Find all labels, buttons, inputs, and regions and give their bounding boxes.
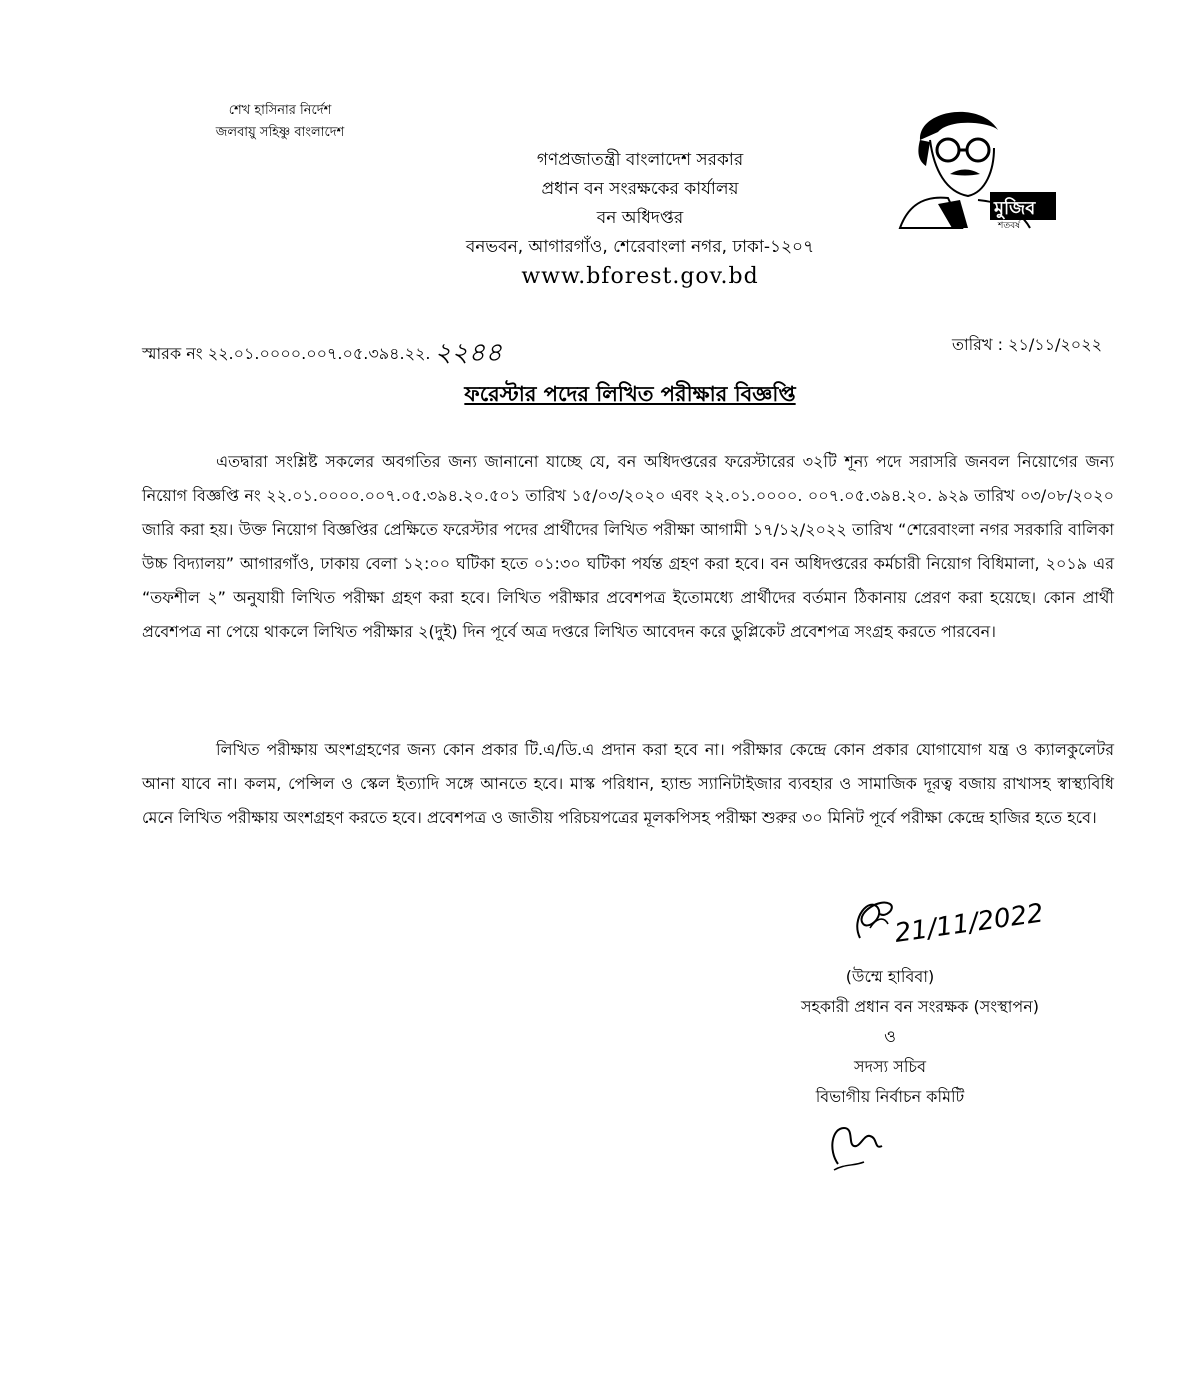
signature-date: 21/11/2022 [892, 898, 1046, 949]
body-paragraph-1: এতদ্বারা সংশ্লিষ্ট সকলের অবগতির জন্য জানানো যাচ্ছে যে, বন অধিদপ্তরের ফরেস্টারের ৩২টি শূন্য পদে সরাসরি জনবল নিয়োগের জন্য নিয়োগ বিজ্ঞপ্তি নং ২২.০১.০০০০.০০৭.০৫.৩৯৪.২০.৫০১ তারিখ ১৫/০৩/২০২০ এবং ২২.০১.০০০০. ০০৭.০৫.৩৯৪.২০. ৯২৯ তারিখ ০৩/০৮/২০২০ জারি করা হয়। উক্ত নিয়োগ বিজ্ঞপ্তির প্রেক্ষিতে ফরেস্টার পদের প্রার্থীদের লিখিত পরীক্ষা আগামী ১৭/১২/২০২২ তারিখ “শেরেবাংলা নগর সরকারি বালিকা উচ্চ বিদ্যালয়” আগারগাঁও, ঢাকায় বেলা ১২:০০ ঘটিকা হতে ০১:৩০ ঘটিকা পর্যন্ত গ্রহণ করা হবে। বন অধিদপ্তরের কর্মচারী নিয়োগ বিধিমালা, ২০১৯ এর “তফশীল ২” অনুযায়ী লিখিত পরীক্ষা গ্রহণ করা হবে। লিখিত পরীক্ষার প্রবেশপত্র ইতোমধ্যে প্রার্থীদের বর্তমান ঠিকানায় প্রেরণ করা হয়েছে। কোন প্রার্থী প্রবেশপত্র না পেয়ে থাকলে লিখিত পরীক্ষার ২(দুই) দিন পূর্বে অত্র দপ্তরে লিখিত আবেদন করে ডুপ্লিকেট প্রবেশপত্র সংগ্রহ করতে পারবেন। [142, 452, 1114, 641]
signatory-committee: বিভাগীয় নির্বাচন কমিটি [815, 1087, 965, 1106]
second-signature [824, 1114, 894, 1174]
slogan-line-1: শেখ হাসিনার নির্দেশ [228, 103, 332, 118]
logo-subtext: শতবর্ষ [998, 221, 1021, 230]
signatory-designation: সহকারী প্রধান বন সংরক্ষক (সংস্থাপন) [800, 997, 1040, 1016]
second-signature-scribble [824, 1114, 894, 1174]
memo-number-text: স্মারক নং ২২.০১.০০০০.০০৭.০৫.৩৯৪.২২. [142, 344, 431, 363]
signatory-conjunction: ও [884, 1027, 896, 1046]
slogan-line-2: জলবায়ু সহিষ্ণু বাংলাদেশ [215, 125, 345, 140]
website-link[interactable]: www.bforest.gov.bd [521, 264, 759, 289]
logo-text: মুজিব [994, 198, 1036, 219]
office-name: প্রধান বন সংরক্ষকের কার্যালয় [541, 179, 739, 199]
memo-number [142, 330, 502, 374]
signatory-name: (উম্মে হাবিবা) [845, 967, 935, 986]
memo-handwritten-number: ২২৪৪ [434, 338, 503, 368]
memo-date: তারিখ : ২১/১১/২০২২ [951, 335, 1102, 354]
slogan [160, 100, 400, 144]
signature-scribble [840, 888, 1070, 958]
office-address: বনভবন, আগারগাঁও, শেরেবাংলা নগর, ঢাকা-১২০৭ [465, 237, 815, 257]
signatory-role: সদস্য সচিব [854, 1057, 926, 1076]
office-header [340, 146, 940, 291]
department-name: বন অধিদপ্তর [596, 208, 684, 228]
notice-title: ফরেস্টার পদের লিখিত পরীক্ষার বিজ্ঞপ্তি [464, 382, 796, 406]
signature [840, 888, 1070, 958]
signatory-block [760, 962, 1080, 1112]
body-paragraph-2: লিখিত পরীক্ষায় অংশগ্রহণের জন্য কোন প্রকার টি.এ/ডি.এ প্রদান করা হবে না। পরীক্ষার কেন্দ্রে কোন প্রকার যোগাযোগ যন্ত্র ও ক্যালকুলেটর আনা যাবে না। কলম, পেন্সিল ও স্কেল ইত্যাদি সঙ্গে আনতে হবে। মাস্ক পরিধান, হ্যান্ড স্যানিটাইজার ব্যবহার ও সামাজিক দূরত্ব বজায় রাখাসহ স্বাস্থ্যবিধি মেনে লিখিত পরীক্ষায় অংশগ্রহণ করতে হবে। প্রবেশপত্র ও জাতীয় পরিচয়পত্রের মূলকপিসহ পরীক্ষা শুরুর ৩০ মিনিট পূর্বে পরীক্ষা কেন্দ্রে হাজির হতে হবে। [142, 740, 1114, 827]
govt-name: গণপ্রজাতন্ত্রী বাংলাদেশ সরকার [536, 150, 744, 170]
